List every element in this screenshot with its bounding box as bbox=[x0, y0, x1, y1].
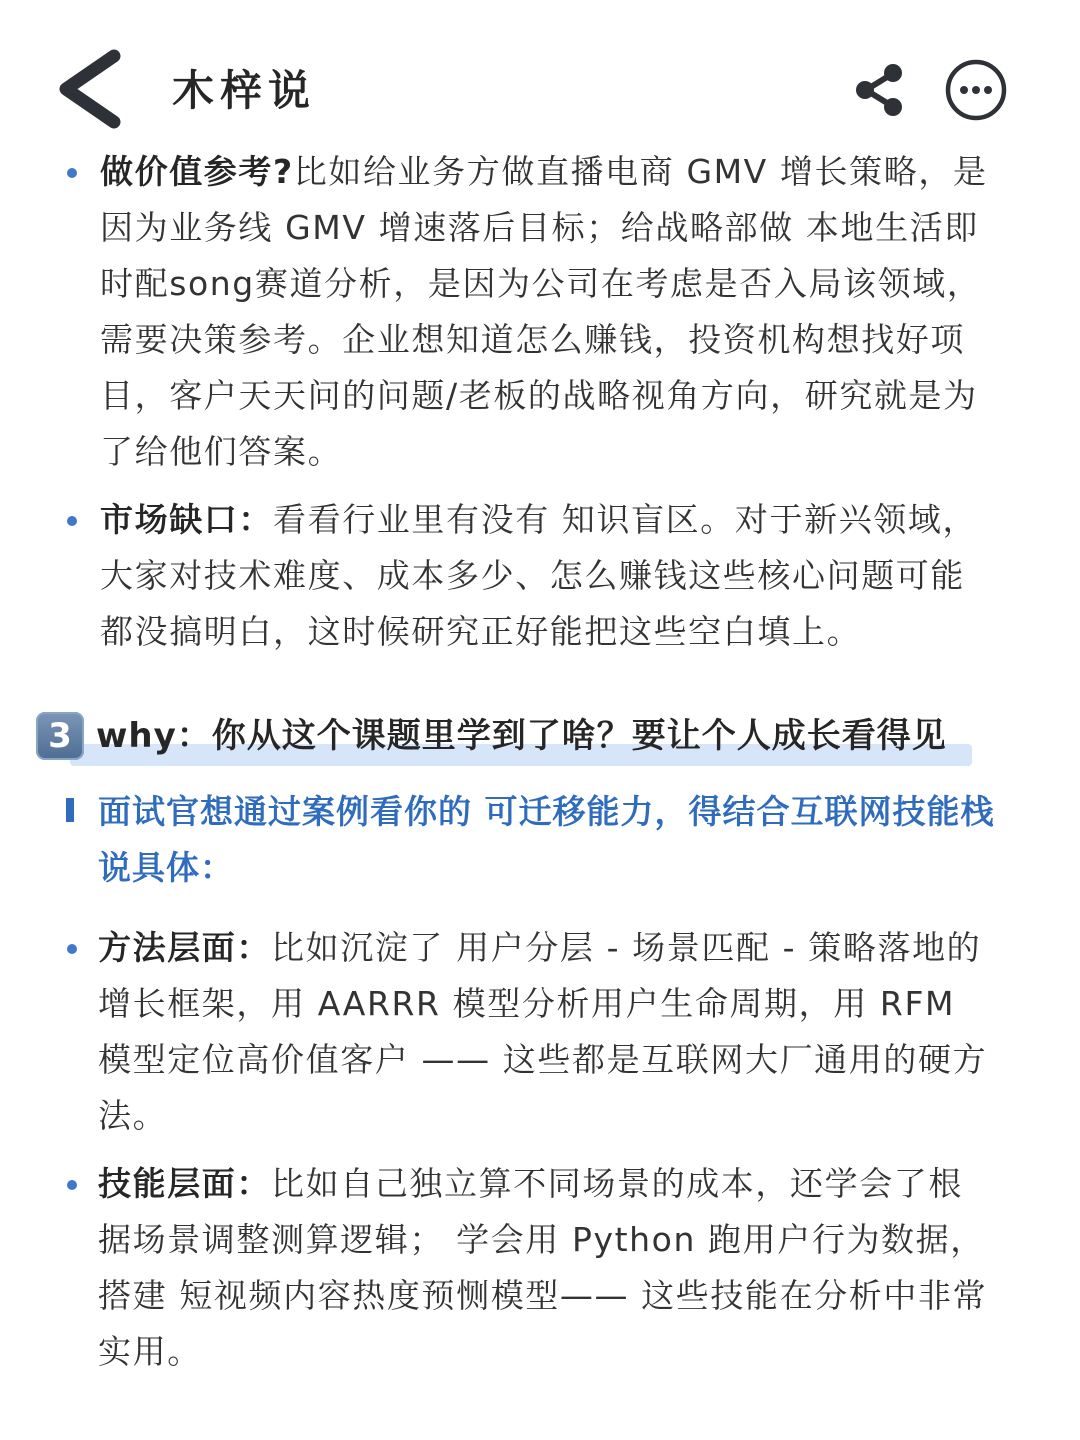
item-body: 比如给业务方做直播电商 GMV 增长策略，是因为业务线 GMV 增速落后目标；给战略部做 本地生活即时配song赛道分析，是因为公司在考虑是否入局该领域，需要决策参考。企业想知道怎么赚钱，投资机构想找好项目，客户天天问的问题/老板的战略视角方向，研究就是为了给他们答案。 bbox=[100, 152, 988, 471]
more-options-icon[interactable] bbox=[944, 58, 1008, 122]
chevron-left-icon[interactable] bbox=[52, 48, 130, 130]
article-content bbox=[0, 140, 1080, 1380]
item-lead: 做价值参考? bbox=[100, 152, 294, 191]
section-title: why：你从这个课题里学到了啥？要让个人成长看得见 bbox=[96, 716, 947, 756]
bullet-dot bbox=[67, 516, 77, 526]
bullet-dot bbox=[67, 944, 77, 954]
item-body: 看看行业里有没有 知识盲区。对于新兴领域，大家对技术难度、成本多少、怎么赚钱这些核心问题可能都没搞明白，这时候研究正好能把这些空白填上。 bbox=[100, 500, 978, 651]
item-body: 比如自己独立算不同场景的成本，还学会了根据场景调整测算逻辑； 学会用 Python 跑用户行为数据，搭建 短视频内容热度预恻模型—— 这些技能在分析中非常实用。 bbox=[98, 1164, 988, 1371]
section-heading bbox=[0, 712, 1080, 778]
share-icon[interactable] bbox=[852, 62, 908, 118]
list-item bbox=[0, 1156, 1080, 1380]
callout-text bbox=[0, 784, 1080, 896]
bullet-dot bbox=[67, 168, 77, 178]
list-item bbox=[0, 144, 1080, 480]
bullet-dot bbox=[67, 1180, 77, 1190]
item-lead: 方法层面： bbox=[98, 928, 271, 967]
page-title: 木梓说 bbox=[172, 66, 317, 115]
item-lead: 市场缺口： bbox=[100, 500, 273, 539]
list-item bbox=[0, 920, 1080, 1144]
top-nav-bar bbox=[0, 0, 1080, 150]
callout-label: 面试官想通过案例看你的 可迁移能力，得结合互联网技能栈说具体： bbox=[98, 792, 995, 887]
item-lead: 技能层面： bbox=[98, 1164, 271, 1203]
callout-bar bbox=[66, 798, 74, 822]
item-body: 比如沉淀了 用户分层 - 场景匹配 - 策略落地的增长框架，用 AARRR 模型分析用户生命周期，用 RFM 模型定位高价值客户 —— 这些都是互联网大厂通用的硬方法。 bbox=[98, 928, 988, 1135]
number-badge: 3 bbox=[36, 712, 84, 760]
list-item bbox=[0, 492, 1080, 660]
